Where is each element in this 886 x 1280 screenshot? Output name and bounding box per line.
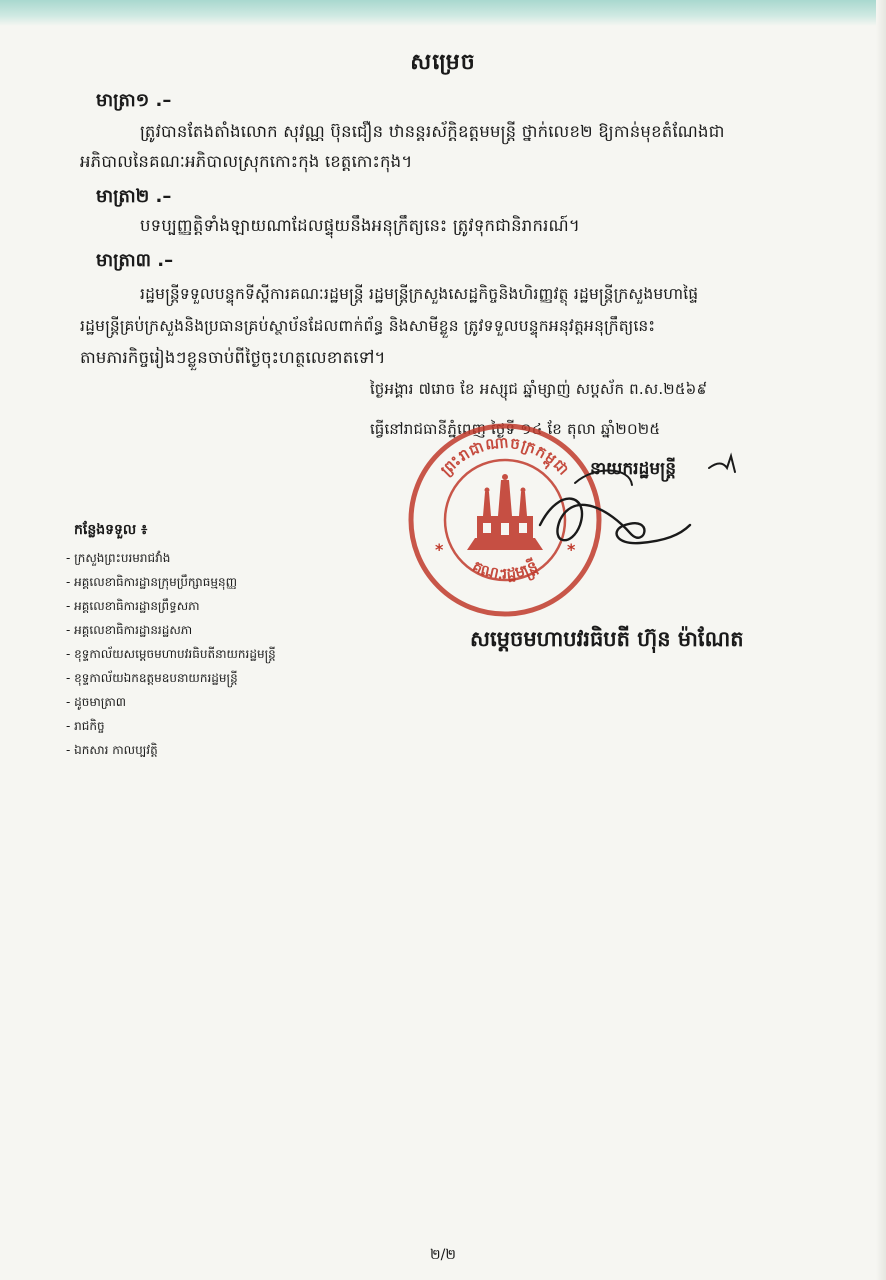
date-lunar: ថ្ងៃអង្គារ ៧រោច ខែ អស្សុជ ឆ្នាំម្សាញ់ សប្តស័ក ព.ស.២៥៦៩ [370, 380, 708, 398]
recipient-item: - ខុទ្ទកាល័យសម្តេចមហាបវរធិបតីនាយករដ្ឋមន្ត្រី [66, 647, 276, 661]
recipient-item: - ដូចមាត្រា៣ [66, 695, 127, 709]
article-3-line-2: រដ្ឋមន្ត្រីគ្រប់ក្រសួងនិងប្រធានគ្រប់ស្ថាប័នដែលពាក់ព័ន្ធ និងសាមីខ្លួន ត្រូវទទួលបន្ទុកអនុវត្តអនុក្រឹត្យនេះ [80, 317, 656, 335]
article-3-line-1: រដ្ឋមន្ត្រីទទួលបន្ទុកទីស្តីការគណៈរដ្ឋមន្ត្រី រដ្ឋមន្ត្រីក្រសួងសេដ្ឋកិច្ចនិងហិរញ្ញវត្ថុ រដ្ឋមន្ត្រីក្រសួងមហាផ្ទៃ [140, 285, 699, 303]
signatory-name: សម្តេចមហាបវរធិបតី ហ៊ុន ម៉ាណែត [470, 627, 744, 651]
svg-text:*: * [567, 540, 576, 559]
recipient-item: - អគ្គលេខាធិការដ្ឋានរដ្ឋសភា [66, 623, 193, 637]
page-number: ២/២ [430, 1247, 456, 1263]
article-3-heading: មាត្រា៣ .– [96, 250, 174, 271]
recipient-item: - អគ្គលេខាធិការដ្ឋានក្រុមប្រឹក្សាធម្មនុញ្ញ [66, 575, 238, 589]
seal-lower-text: គណៈរដ្ឋមន្ត្រី [469, 556, 541, 584]
article-2-heading: មាត្រា២ .– [96, 186, 172, 207]
recipient-item: - ក្រសួងព្រះបរមរាជវាំង [66, 551, 171, 565]
seal-upper-text: ព្រះរាជាណាចក្រកម្ពុជា [436, 433, 574, 480]
scan-top-edge [0, 0, 886, 26]
decision-title: សម្រេច [410, 50, 476, 75]
article-2-line-1: បទប្បញ្ញត្តិទាំងឡាយណាដែលផ្ទុយនឹងអនុក្រឹត្យនេះ ត្រូវទុកជានិរាករណ៍។ [140, 216, 580, 235]
recipients-heading: កន្លែងទទួល ៖ [74, 522, 148, 538]
svg-text:*: * [435, 540, 444, 559]
article-1-line-2: អភិបាលនៃគណៈអភិបាលស្រុកកោះកុង ខេត្តកោះកុង។ [80, 152, 413, 171]
recipient-item: - រាជកិច្ច [66, 719, 105, 733]
article-3-line-3: តាមភារកិច្ចរៀងៗខ្លួនចាប់ពីថ្ងៃចុះហត្ថលេខាតទៅ។ [80, 348, 386, 367]
scan-right-edge [876, 0, 886, 1280]
date-solar: ធ្វើនៅរាជធានីភ្នំពេញ ថ្ងៃទី ១៤ ខែ តុលា ឆ្នាំ២០២៥ [370, 420, 661, 438]
recipient-item: - ខុទ្ទកាល័យឯកឧត្តមឧបនាយករដ្ឋមន្ត្រី [66, 671, 238, 685]
recipient-item: - ឯកសារ កាលប្បវត្តិ [66, 743, 158, 757]
article-1-heading: មាត្រា១ .– [96, 90, 172, 111]
signatory-role: នាយករដ្ឋមន្ត្រី [590, 459, 676, 479]
recipient-item: - អគ្គលេខាធិការដ្ឋានព្រឹទ្ធសភា [66, 599, 200, 613]
article-1-line-1: ត្រូវបានតែងតាំងលោក សុវណ្ណ ប៊ុនជឿន ឋានន្តរស័ក្តិឧត្តមមន្ត្រី ថ្នាក់លេខ២ ឱ្យកាន់មុខតំណែងជា [140, 122, 725, 141]
initial-mark-icon [705, 450, 745, 480]
handwritten-signature-icon [520, 455, 700, 565]
